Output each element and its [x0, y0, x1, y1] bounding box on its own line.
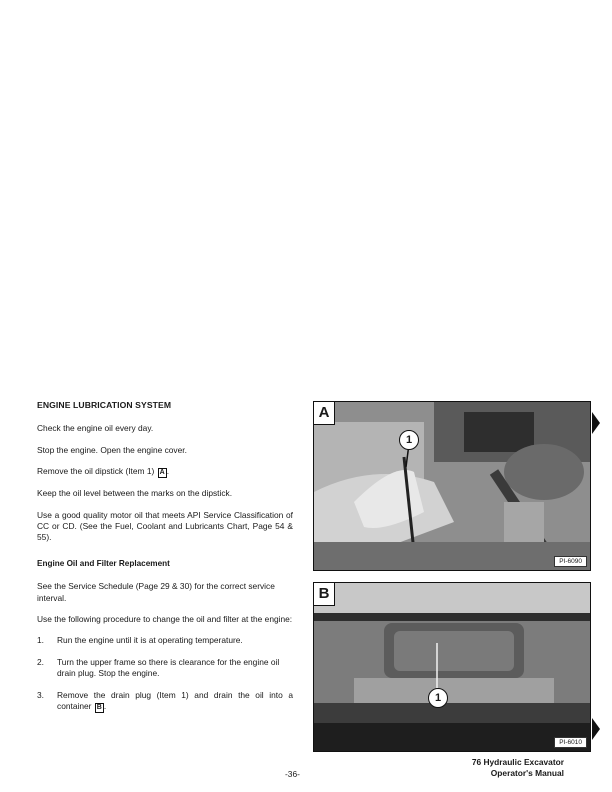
- manual-title-line2: Operator's Manual: [490, 768, 564, 779]
- paragraph-remove-dipstick: [37, 466, 293, 478]
- procedure-steps: [37, 635, 293, 713]
- manual-title-line1: 76 Hydraulic Excavator: [471, 757, 564, 767]
- manual-title: [472, 757, 564, 780]
- list-item: [37, 657, 293, 680]
- remove-dipstick-text: Remove the oil dipstick (Item 1): [37, 466, 155, 477]
- subsection-heading: Engine Oil and Filter Replacement: [37, 558, 170, 568]
- remove-dipstick-end: .: [166, 466, 170, 477]
- figure-b-callout: 1: [428, 688, 448, 708]
- section-heading: ENGINE LUBRICATION SYSTEM: [37, 400, 172, 410]
- engine-dipstick-photo: [314, 402, 590, 570]
- paragraph-stop-engine: Stop the engine. Open the engine cover.: [37, 444, 187, 455]
- paragraph-check-oil: Check the engine oil every day.: [37, 423, 154, 434]
- paragraph-oil-level: Keep the oil level between the marks on the dipstick.: [37, 488, 233, 499]
- figure-a-code: PI-6090: [554, 556, 587, 567]
- paragraph-service-schedule: See the Service Schedule (Page 29 & 30) for the correct service interval.: [37, 581, 275, 603]
- step-end: .: [103, 701, 107, 712]
- step-text: Remove the drain plug (Item 1) and drain the oil into a container: [57, 689, 293, 712]
- figure-b-photo: [313, 582, 591, 752]
- margin-tab-mark: [592, 718, 600, 740]
- list-item: [37, 690, 293, 713]
- step-text: Run the engine until it is at operating temperature.: [57, 635, 243, 646]
- figure-a-photo: [313, 401, 591, 571]
- figure-ref-b: B: [96, 704, 102, 712]
- step-number: 2.: [37, 656, 44, 667]
- margin-tab-mark: [592, 412, 600, 434]
- paragraph-procedure-intro: Use the following procedure to change the oil and filter at the engine:: [37, 614, 293, 625]
- paragraph-oil-spec: Use a good quality motor oil that meets API Service Classification of CC or CD. (See the Fuel, Coolant and Lubricants Chart, Page 54 & 55).: [37, 509, 293, 543]
- step-number: 3.: [37, 689, 44, 700]
- drain-plug-photo: [314, 583, 590, 751]
- list-item: [37, 635, 293, 646]
- figure-b-label: B: [314, 583, 335, 606]
- figure-b-code: PI-6010: [554, 737, 587, 748]
- step-text: Turn the upper frame so there is clearance for the engine oil drain plug. Stop the engine.: [57, 656, 280, 679]
- figure-a-label: A: [314, 402, 335, 425]
- page-number: -36-: [285, 769, 300, 779]
- text-column: [37, 400, 293, 723]
- figure-a-callout: 1: [399, 430, 419, 450]
- figure-ref-a: A: [159, 469, 165, 477]
- step-number: 1.: [37, 635, 44, 646]
